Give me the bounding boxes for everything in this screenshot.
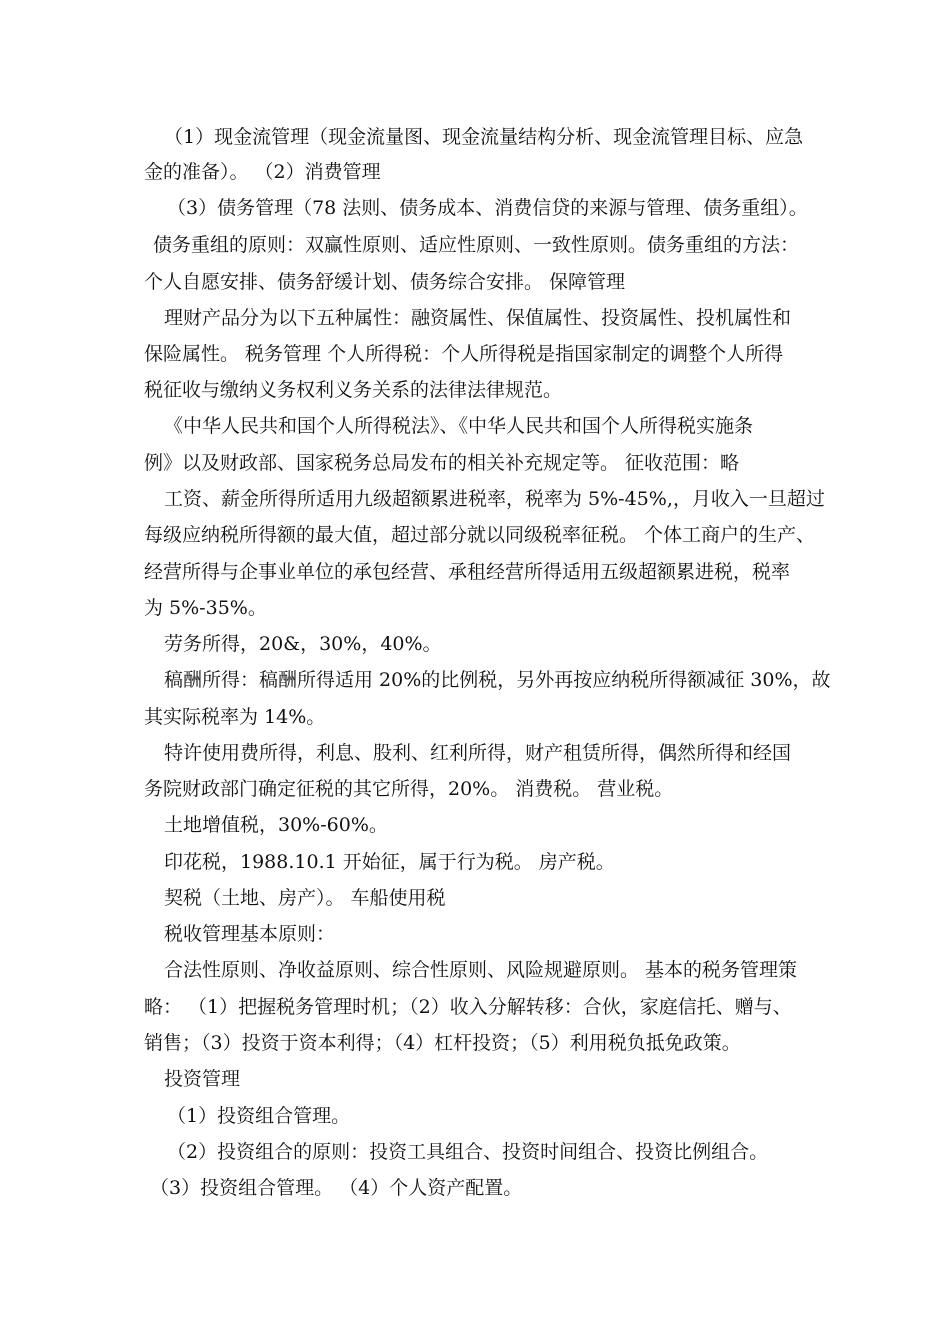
text-line: （1）投资组合管理。 [167,1105,351,1127]
text-line: 税征收与缴纳义务权利义务关系的法律法律规范。 [144,379,563,401]
text-line: 合法性原则、净收益原则、综合性原则、风险规避原则。 基本的税务管理策 [164,959,798,981]
text-line: 每级应纳税所得额的最大值，超过部分就以同级税率征税。 个体工商户的生产、 [144,524,816,546]
text-line: 土地增值税，30%-60%。 [164,814,388,836]
text-line: （3）投资组合管理。 （4）个人资产配置。 [150,1177,523,1199]
text-line: 投资管理 [164,1068,241,1090]
text-line: 略： （1）把握税务管理时机；（2）收入分解转移：合伙，家庭信托、赠与、 [144,996,792,1018]
text-line: 例》以及财政部、国家税务总局发布的相关补充规定等。 征收范围：略 [144,452,740,474]
text-line: 务院财政部门确定征税的其它所得，20%。 消费税。 营业税。 [144,778,674,800]
text-line: 工资、薪金所得所适用九级超额累进税率，税率为 5%-45%,，月收入一旦超过 [164,488,825,510]
text-line: 金的准备）。 （2）消费管理 [144,161,381,183]
text-line: 债务重组的原则：双赢性原则、适应性原则、一致性原则。债务重组的方法： [153,234,800,256]
text-line: 特许使用费所得，利息、股利、红利所得，财产租赁所得，偶然所得和经国 [164,742,792,764]
text-line: 税收管理基本原则： [164,923,336,945]
text-line: 契税（土地、房产）。 车船使用税 [164,887,446,909]
text-line: 为 5%-35%。 [144,597,267,619]
text-line: 保险属性。 税务管理 个人所得税：个人所得税是指国家制定的调整个人所得 [144,343,784,365]
text-line: 个人自愿安排、债务舒缓计划、债务综合安排。 保障管理 [144,271,626,293]
text-line: （3）债务管理（78 法则、债务成本、消费信贷的来源与管理、债务重组）。 [167,197,808,219]
text-line: （2）投资组合的原则：投资工具组合、投资时间组合、投资比例组合。 [167,1141,769,1163]
text-line: 理财产品分为以下五种属性：融资属性、保值属性、投资属性、投机属性和 [164,307,792,329]
text-line: 劳务所得，20&，30%，40%。 [164,633,442,655]
text-line: 其实际税率为 14%。 [144,706,326,728]
text-line: 稿酬所得：稿酬所得适用 20%的比例税，另外再按应纳税所得额减征 30%，故 [164,669,831,691]
text-line: 销售；（3）投资于资本利得；（4）杠杆投资；（5）利用税负抵免政策。 [144,1032,741,1054]
text-line: 经营所得与企事业单位的承包经营、承租经营所得适用五级超额累进税，税率 [144,561,791,583]
text-line: （1）现金流管理（现金流量图、现金流量结构分析、现金流管理目标、应急 [164,126,804,148]
text-line: 印花税，1988.10.1 开始征，属于行为税。 房产税。 [164,851,615,873]
text-line: 《中华人民共和国个人所得税法》、《中华人民共和国个人所得税实施条 [164,415,754,437]
